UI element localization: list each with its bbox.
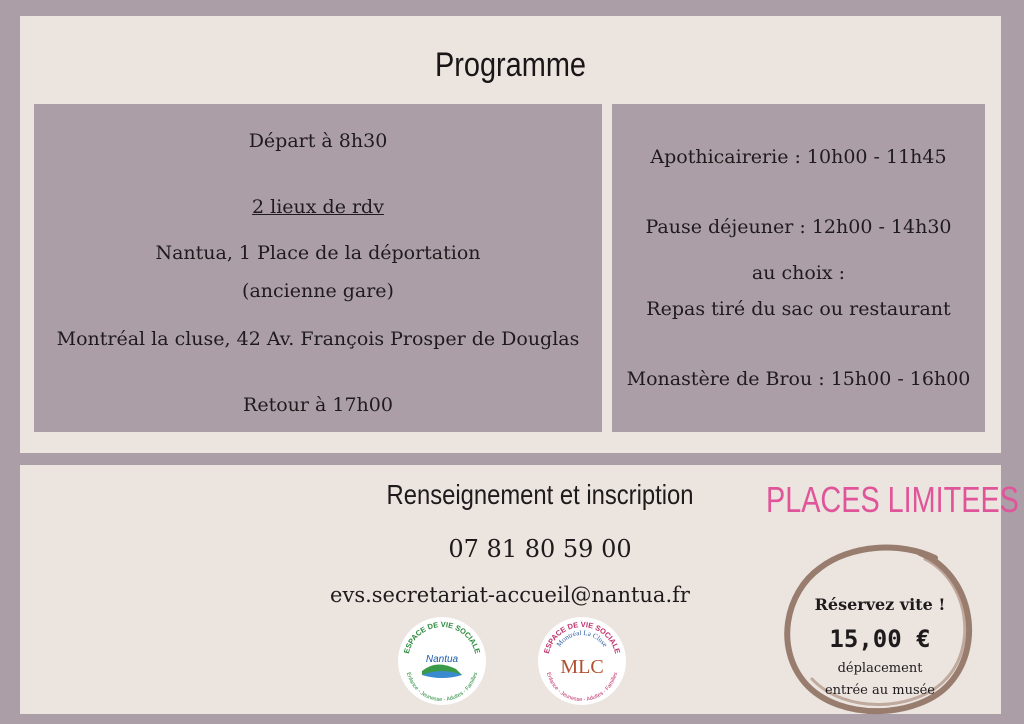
rdv-heading: 2 lieux de rdv bbox=[252, 196, 384, 218]
apothicairerie-time: Apothicairerie : 10h00 - 11h45 bbox=[650, 146, 947, 168]
nantua-logo-wordmark: Nantua bbox=[425, 654, 459, 665]
places-limitees-banner: PLACES LIMITEES bbox=[766, 479, 1019, 520]
nantua-logo-arc-bottom: Enfance - Jeunesse - Adultes - Familles bbox=[404, 671, 480, 704]
schedule-box bbox=[612, 104, 985, 432]
program-panel bbox=[20, 16, 1001, 453]
contact-panel bbox=[20, 465, 1019, 714]
price-value: 15,00 € bbox=[829, 625, 931, 653]
lunch-time: Pause déjeuner : 12h00 - 14h30 bbox=[645, 216, 952, 238]
montreal-logo-arc-top: ESPACE DE VIE SOCIALE bbox=[541, 619, 623, 655]
retour-text: Retour à 17h00 bbox=[243, 394, 393, 416]
depart-text: Départ à 8h30 bbox=[248, 130, 388, 152]
price-includes-deplacement: déplacement bbox=[837, 661, 923, 676]
lunch-choice-label: au choix : bbox=[751, 262, 846, 284]
montreal-la-cluse-logo bbox=[536, 615, 628, 707]
nantua-address: Nantua, 1 Place de la déportation bbox=[155, 242, 481, 264]
phone-number[interactable]: 07 81 80 59 00 bbox=[448, 535, 632, 563]
nantua-logo bbox=[396, 615, 488, 707]
reserve-vite-text: Réservez vite ! bbox=[814, 595, 946, 614]
lunch-options: Repas tiré du sac ou restaurant bbox=[646, 298, 951, 320]
price-includes-museum: entrée au musée bbox=[824, 683, 936, 698]
montreal-address: Montréal la cluse, 42 Av. François Prosper de Douglas bbox=[56, 328, 580, 350]
montreal-logo-wordmark: MLC bbox=[560, 656, 604, 678]
contact-title: Renseignement et inscription bbox=[386, 479, 694, 510]
nantua-logo-arc-top: ESPACE DE VIE SOCIALE bbox=[401, 619, 483, 655]
email-address[interactable]: evs.secretariat-accueil@nantua.fr bbox=[330, 583, 690, 607]
monastere-time: Monastère de Brou : 15h00 - 16h00 bbox=[626, 368, 971, 390]
nantua-address-note: (ancienne gare) bbox=[242, 280, 394, 302]
montreal-logo-subtitle: Montréal La Cluse bbox=[555, 628, 610, 649]
montreal-logo-arc-bottom: Enfance - Jeunesse - Adultes - Familles bbox=[544, 671, 620, 704]
page-title: Programme bbox=[435, 46, 586, 84]
meeting-info-box bbox=[34, 104, 602, 432]
